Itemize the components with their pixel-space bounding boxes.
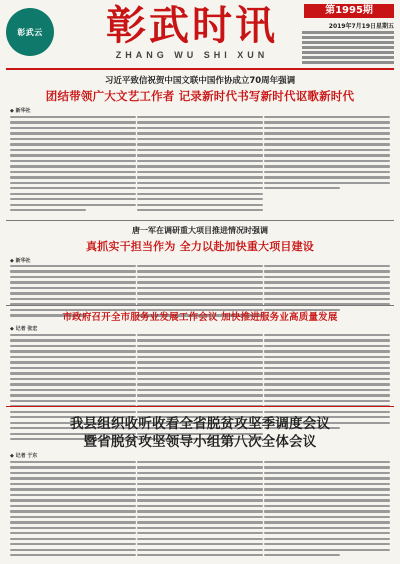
- article4-byline: ◆ 记者 于东: [10, 453, 38, 459]
- section-divider-red: [6, 406, 394, 407]
- article2-body: [10, 265, 390, 305]
- issue-date: 2019年7月19日星期五: [328, 23, 394, 30]
- article1-kicker: 习近平致信祝贺中国文联中国作协成立70周年强调: [104, 76, 296, 86]
- article1-headline[interactable]: 团结带领广大文艺工作者 记录新时代书写新时代讴歌新时代: [45, 89, 355, 103]
- article2-byline: ◆ 新华社: [10, 258, 31, 264]
- issue-number: 第1995期: [304, 4, 394, 18]
- article2-kicker: 唐一军在调研重大项目推进情况时强调: [132, 226, 268, 235]
- section-divider: [6, 305, 394, 306]
- article4-headline-line1[interactable]: 我县组织收听收看全省脱贫攻坚季调度会议: [69, 416, 331, 432]
- masthead: [0, 0, 400, 70]
- article3-body: [10, 334, 390, 400]
- app-logo-badge[interactable]: 彰武云: [6, 8, 54, 56]
- article2-headline[interactable]: 真抓实干担当作为 全力以赴加快重大项目建设: [85, 240, 315, 253]
- article1-byline: ◆ 新华社: [10, 108, 31, 114]
- article4-body: [10, 461, 390, 561]
- publisher-info-block: [302, 31, 394, 66]
- article3-byline: ◆ 记者 张宏: [10, 326, 38, 332]
- article3-headline[interactable]: 市政府召开全市服务业发展工作会议 加快推进服务业高质量发展: [62, 312, 338, 323]
- article1-body: [10, 116, 390, 216]
- newspaper-title: 彰武时讯: [106, 2, 278, 49]
- article4-headline-line2[interactable]: 暨省脱贫攻坚领导小组第八次全体会议: [83, 434, 317, 450]
- section-divider: [6, 220, 394, 221]
- newspaper-pinyin: ZHANG WU SHI XUN: [115, 50, 269, 60]
- masthead-rule: [6, 68, 394, 70]
